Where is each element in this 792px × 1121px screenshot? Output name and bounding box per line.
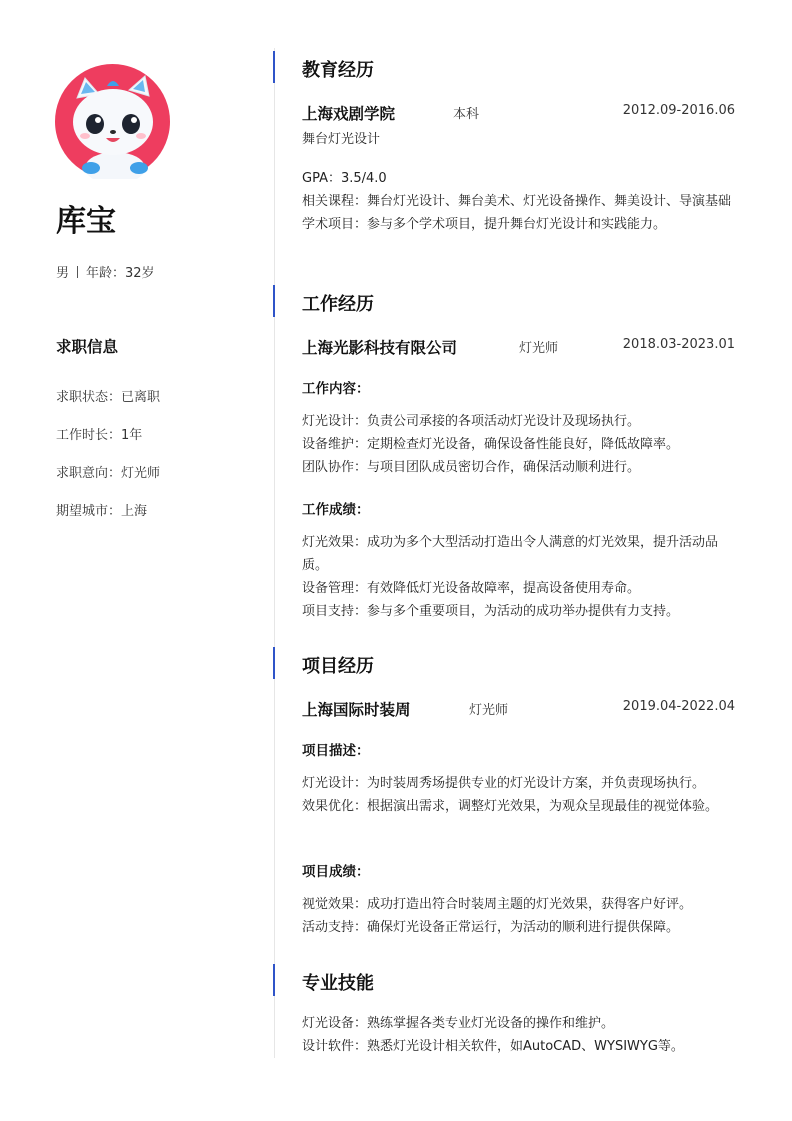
work-content-title: 工作内容： (302, 381, 370, 397)
list-item: 灯光设备：熟练掌握各类专业灯光设备的操作和维护。 (302, 1016, 615, 1031)
project-role: 灯光师 (469, 703, 509, 718)
job-status: 求职状态：已离职 (56, 390, 161, 405)
project-date: 2019.04-2022.04 (622, 699, 735, 714)
courses: 相关课程：舞台灯光设计、舞台美术、灯光设备操作、舞美设计、导演基础 (302, 194, 732, 209)
project-results-title: 项目成绩： (302, 864, 370, 880)
work-results (302, 531, 742, 623)
work-duration: 工作时长：1年 (56, 428, 143, 443)
education-date: 2012.09-2016.06 (622, 103, 735, 118)
candidate-name: 库宝 (56, 204, 116, 239)
project-name: 上海国际时装周 (302, 701, 411, 719)
education-details (302, 167, 742, 236)
project-description (302, 772, 742, 818)
list-item: 设备维护：定期检查灯光设备，确保设备性能良好，降低故障率。 (302, 437, 680, 452)
list-item: 效果优化：根据演出需求，调整灯光效果，为观众呈现最佳的视觉体验。 (302, 799, 719, 814)
gender: 男 (56, 266, 70, 281)
skills-list (302, 1012, 742, 1058)
job-intent-title: 求职信息 (56, 338, 119, 356)
work-role: 灯光师 (519, 341, 559, 356)
work-content (302, 410, 742, 479)
skills-title: 专业技能 (302, 973, 374, 994)
project-title: 项目经历 (302, 656, 374, 677)
list-item: 设备管理：有效降低灯光设备故障率，提高设备使用寿命。 (302, 581, 641, 596)
list-item: 灯光设计：为时装周秀场提供专业的灯光设计方案，并负责现场执行。 (302, 776, 706, 791)
section-marker (273, 647, 275, 679)
degree: 本科 (453, 107, 480, 122)
major: 舞台灯光设计 (302, 132, 381, 147)
list-item: 活动支持：确保灯光设备正常运行，为活动的顺利进行提供保障。 (302, 920, 680, 935)
list-item: 灯光效果：成功为多个大型活动打造出令人满意的灯光效果，提升活动品质。 (302, 535, 719, 573)
education-title: 教育经历 (302, 60, 374, 81)
academic-projects: 学术项目：参与多个学术项目，提升舞台灯光设计和实践能力。 (302, 217, 667, 232)
list-item: 灯光设计：负责公司承接的各项活动灯光设计及现场执行。 (302, 414, 641, 429)
expected-city: 期望城市：上海 (56, 504, 148, 519)
list-item: 设计软件：熟悉灯光设计相关软件，如AutoCAD、WYSIWYG等。 (302, 1039, 684, 1054)
project-desc-title: 项目描述： (302, 743, 370, 759)
section-marker (273, 51, 275, 83)
list-item: 视觉效果：成功打造出符合时装周主题的灯光效果，获得客户好评。 (302, 897, 693, 912)
age: 年龄：32岁 (86, 266, 155, 281)
job-target: 求职意向：灯光师 (56, 466, 161, 481)
section-marker (273, 285, 275, 317)
gpa: GPA：3.5/4.0 (302, 171, 387, 186)
project-results (302, 893, 742, 939)
section-marker (273, 964, 275, 996)
list-item: 项目支持：参与多个重要项目，为活动的成功举办提供有力支持。 (302, 604, 680, 619)
work-results-title: 工作成绩： (302, 502, 370, 518)
school-name: 上海戏剧学院 (302, 105, 396, 123)
list-item: 团队协作：与项目团队成员密切合作，确保活动顺利进行。 (302, 460, 641, 475)
work-title: 工作经历 (302, 294, 374, 315)
company-name: 上海光影科技有限公司 (302, 339, 458, 357)
work-date: 2018.03-2023.01 (622, 337, 735, 352)
